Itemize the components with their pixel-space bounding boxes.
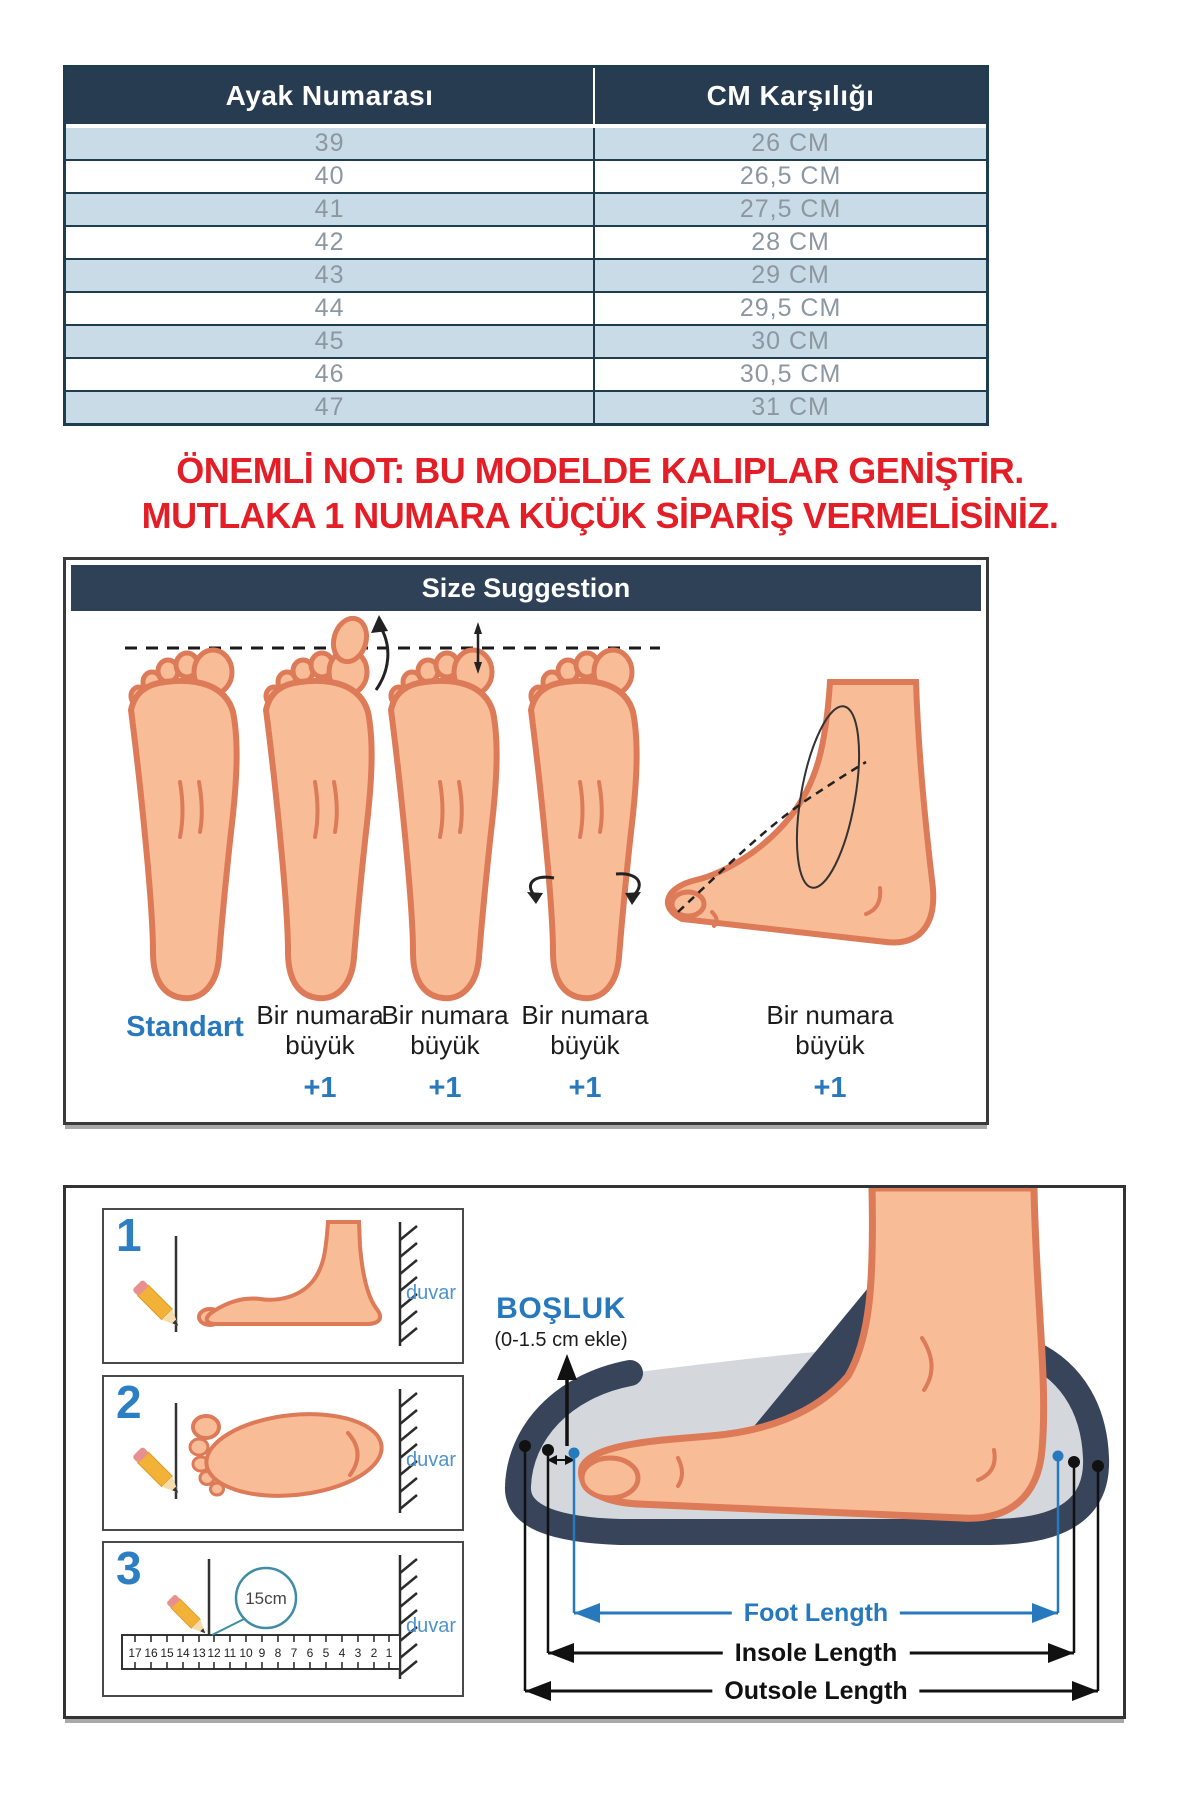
foot-side-girth-illustration [668,682,933,942]
suggestion-label-standart: Standart [126,1011,244,1043]
cell-size: 40 [314,162,345,190]
svg-text:17: 17 [128,1646,142,1660]
cell-size: 45 [314,327,345,355]
step-2-illustration [104,1377,458,1525]
table-row [66,324,986,357]
size-suggestion-panel [63,557,989,1125]
measuring-panel [63,1185,1126,1719]
size-table-header [66,68,986,128]
shoe-fit-diagram [470,1188,1120,1710]
foot-standard-illustration [131,650,237,998]
wall-label: duvar [406,1282,457,1304]
table-row [66,128,986,159]
svg-text:1: 1 [385,1646,393,1660]
table-row [66,192,986,225]
important-note-line2: MUTLAKA 1 NUMARA KÜÇÜK SİPARİŞ VERMELİSİNİZ. [141,495,1059,536]
cell-cm: 29 CM [593,260,986,291]
cell-size: 43 [314,261,345,289]
cell-size: 46 [314,360,345,388]
svg-text:10: 10 [239,1646,253,1660]
insole-front-dot [542,1444,554,1456]
foot-gap-illustration [391,650,497,998]
insole-length-label: Insole Length [723,1637,910,1669]
cell-size: 42 [314,228,345,256]
suggestion-delta: +1 [568,1072,602,1104]
col-header-cm: CM Karşılığı [593,68,986,124]
cell-cm: 27,5 CM [593,194,986,225]
cell-cm: 31 CM [593,392,986,423]
size-suggestion-title: Size Suggestion [71,565,981,611]
heel-dot [1053,1451,1064,1462]
circle-leader-line [212,1619,244,1635]
step-number-2: 2 [116,1376,142,1428]
outsole-back-dot [1092,1460,1104,1472]
svg-text:11: 11 [223,1646,237,1660]
cell-cm: 28 CM [593,227,986,258]
svg-text:12: 12 [207,1646,221,1660]
table-row [66,258,986,291]
measure-step-2-box [102,1375,464,1531]
suggestion-delta: +1 [303,1072,337,1104]
suggestion-label: Bir numara büyük [521,1000,649,1060]
foot-side-illustration [207,1222,380,1324]
table-row [66,357,986,390]
foot-rotate-illustration [531,650,637,998]
insole-back-dot [1068,1456,1080,1468]
toe-dot [569,1448,580,1459]
step-number-3: 3 [116,1542,142,1594]
step-3-illustration [104,1543,458,1691]
wall-label: duvar [406,1449,457,1471]
foot-sole-illustration [190,1406,386,1504]
cell-cm: 26 CM [593,128,986,159]
circle-measure-label: 15cm [245,1589,287,1608]
svg-text:9: 9 [258,1646,266,1660]
size-table [63,65,989,426]
foot-curled-toe-illustration [266,650,372,998]
cell-cm: 30,5 CM [593,359,986,390]
suggestion-delta: +1 [813,1072,847,1104]
svg-text:3: 3 [354,1646,362,1660]
gap-sublabel: (0-1.5 cm ekle) [494,1329,628,1351]
cell-cm: 30 CM [593,326,986,357]
cell-size: 39 [314,129,345,157]
col-header-shoe-size: Ayak Numarası [225,80,434,111]
step-number-1: 1 [116,1209,142,1261]
suggestion-label: Bir numara büyük [381,1000,509,1060]
gap-label: BOŞLUK [496,1292,626,1325]
table-row [66,390,986,423]
size-suggestion-illustration [66,612,980,1016]
step-1-illustration [104,1210,458,1358]
cell-size: 41 [314,195,345,223]
measure-step-3-box [102,1541,464,1697]
measure-step-1-box [102,1208,464,1364]
svg-text:13: 13 [192,1646,206,1660]
svg-text:8: 8 [274,1646,282,1660]
suggestion-delta: +1 [428,1072,462,1104]
table-row [66,225,986,258]
suggestion-label: Bir numara büyük [256,1000,384,1060]
outsole-length-label: Outsole Length [712,1675,919,1707]
pencil-icon [166,1594,210,1638]
cell-size: 44 [314,294,345,322]
cell-cm: 26,5 CM [593,161,986,192]
svg-text:2: 2 [370,1646,378,1660]
cell-cm: 29,5 CM [593,293,986,324]
svg-text:4: 4 [338,1646,346,1660]
table-row [66,291,986,324]
svg-text:16: 16 [144,1646,158,1660]
outsole-front-dot [519,1440,531,1452]
svg-text:7: 7 [290,1646,298,1660]
foot-length-label: Foot Length [732,1597,900,1629]
wall-label: duvar [406,1615,457,1637]
table-row [66,159,986,192]
svg-text:6: 6 [306,1646,314,1660]
svg-text:14: 14 [176,1646,190,1660]
important-note-line1: ÖNEMLİ NOT: BU MODELDE KALIPLAR GENİŞTİR. [176,450,1024,491]
svg-text:15: 15 [160,1646,174,1660]
cell-size: 47 [314,393,345,421]
curl-arrow-icon [376,626,388,690]
svg-text:5: 5 [322,1646,330,1660]
important-note [0,448,1200,538]
suggestion-label: Bir numara büyük [766,1000,894,1060]
